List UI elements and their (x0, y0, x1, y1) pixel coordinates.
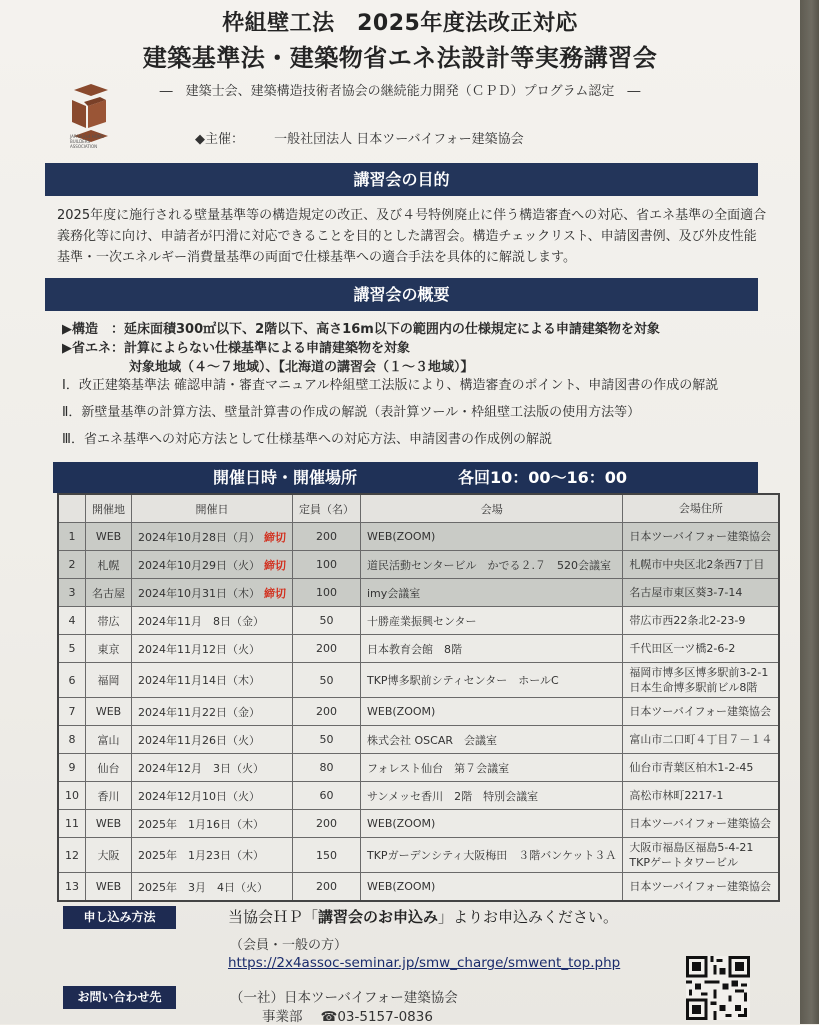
cell-address (623, 782, 780, 810)
schedule-row (58, 726, 779, 754)
cell-address (623, 551, 780, 579)
qr-code-icon[interactable] (686, 956, 750, 1020)
cell-capacity: 200 (293, 810, 361, 838)
cell-location: WEB (86, 698, 132, 726)
cell-address (623, 698, 780, 726)
cell-location: 札幌 (86, 551, 132, 579)
cell-no: 3 (58, 579, 86, 607)
cell-date (132, 663, 293, 698)
cell-venue: imy会議室 (361, 579, 623, 607)
cell-no: 6 (58, 663, 86, 698)
cell-capacity: 150 (293, 838, 361, 873)
col-header-address: 会場住所 (623, 494, 780, 523)
cell-date (132, 726, 293, 754)
cell-address (623, 579, 780, 607)
cell-date (132, 579, 293, 607)
cell-address (623, 607, 780, 635)
contact-label: お問い合わせ先 (63, 986, 176, 1009)
schedule-header-row (58, 494, 779, 523)
date-text: 2024年11月 8日（金） (138, 614, 264, 628)
cell-venue: WEB(ZOOM) (361, 873, 623, 902)
logo-text: JAPAN 2x4 HOME BUILDERS ASSOCIATION (70, 134, 104, 149)
cell-venue: 日本教育会館 8階 (361, 635, 623, 663)
cell-no: 11 (58, 810, 86, 838)
cell-capacity: 100 (293, 579, 361, 607)
cell-capacity: 50 (293, 607, 361, 635)
cell-location: 福岡 (86, 663, 132, 698)
contact-phone: ☎03-5157-0836 (320, 1009, 433, 1025)
schedule-row (58, 607, 779, 635)
cell-address (623, 873, 780, 902)
cell-address (623, 810, 780, 838)
application-url-link[interactable]: https://2x4assoc-seminar.jp/smw_charge/smwent_top.php (228, 955, 621, 971)
cell-address (623, 838, 780, 873)
overview-item: Ⅰ．改正建築基準法 確認申請・審査マニュアル枠組壁工法版により、構造審査のポイント、申請図書の作成の解説 (62, 378, 719, 393)
schedule-row (58, 579, 779, 607)
address-line: 富山市二口町４丁目７－１４ (629, 733, 773, 746)
cell-venue: WEB(ZOOM) (361, 698, 623, 726)
schedule-row (58, 782, 779, 810)
cpd-note: ― 建築士会、建築構造技術者協会の継続能力開発（ＣＰＤ）プログラム認定 ― (159, 84, 641, 99)
cell-venue: フォレスト仙台 第７会議室 (361, 754, 623, 782)
schedule-title: 開催日時・開催場所 (213, 468, 358, 487)
cell-location: 東京 (86, 635, 132, 663)
date-text: 2025年 1月16日（木） (138, 817, 264, 831)
cell-location: 仙台 (86, 754, 132, 782)
schedule-row (58, 698, 779, 726)
cell-date (132, 698, 293, 726)
title-line-2: 建築基準法・建築物省エネ法設計等実務講習会 (142, 44, 658, 72)
cell-location: WEB (86, 523, 132, 551)
application-text-pre: 当協会ＨＰ「 (228, 908, 319, 926)
date-text: 2024年11月12日（火） (138, 642, 260, 656)
overview-heading: 講習会の概要 (45, 278, 758, 311)
col-header-location: 開催地 (86, 494, 132, 523)
cell-location: 富山 (86, 726, 132, 754)
col-header-date: 開催日 (132, 494, 293, 523)
col-header-venue: 会場 (361, 494, 623, 523)
overview-scope (62, 320, 772, 377)
date-text: 2024年10月29日（火） (138, 558, 260, 572)
date-text: 2024年11月14日（木） (138, 674, 260, 687)
address-line: 福岡市博多区博多駅前3-2-1 (629, 666, 769, 679)
title-line-1: 枠組壁工法 2025年度法改正対応 (222, 11, 578, 36)
contact-dept: 事業部 (262, 1009, 303, 1025)
application-text-bold: 講習会のお申込み (318, 908, 439, 926)
application-method-label: 申し込み方法 (63, 906, 176, 929)
cell-capacity: 50 (293, 663, 361, 698)
address-line: 高松市林町2217-1 (629, 789, 724, 802)
schedule-row (58, 635, 779, 663)
cell-venue: サンメッセ香川 2階 特別会議室 (361, 782, 623, 810)
cell-date (132, 838, 293, 873)
cell-no: 12 (58, 838, 86, 873)
contact-dept-line (262, 1005, 433, 1025)
cell-venue: 十勝産業振興センター (361, 607, 623, 635)
cell-date (132, 607, 293, 635)
cell-capacity: 200 (293, 635, 361, 663)
cell-capacity: 200 (293, 873, 361, 902)
address-line: 仙台市青葉区柏木1-2-45 (629, 761, 754, 774)
contact-org: （一社）日本ツーバイフォー建築協会 (230, 990, 458, 1006)
cell-capacity: 200 (293, 523, 361, 551)
cell-capacity: 80 (293, 754, 361, 782)
cell-venue: WEB(ZOOM) (361, 810, 623, 838)
application-instruction (228, 906, 618, 927)
schedule-row (58, 810, 779, 838)
address-line: 名古屋市東区葵3-7-14 (629, 586, 743, 599)
cell-capacity: 200 (293, 698, 361, 726)
schedule-row (58, 838, 779, 873)
schedule-row (58, 754, 779, 782)
schedule-table (57, 493, 780, 902)
address-line: 日本生命博多駅前ビル8階 (629, 681, 758, 694)
overview-structure: ▶構造 ：延床面積300㎡以下、2階以下、高さ16m以下の範囲内の仕様規定による申請建築物を対象 (62, 322, 660, 337)
cell-address (623, 663, 780, 698)
cell-address (623, 754, 780, 782)
overview-item: Ⅲ．省エネ基準への対応方法として仕様基準への対応方法、申請図書の作成例の解説 (62, 432, 552, 447)
host-line (195, 128, 524, 147)
cell-venue: TKPガーデンシティ大阪梅田 ３階バンケット３Ａ (361, 838, 623, 873)
overview-energy-regions: 対象地域（４～７地域）、【北海道の講習会（１～３地域）】 (129, 360, 474, 375)
cell-no: 5 (58, 635, 86, 663)
cell-venue: WEB(ZOOM) (361, 523, 623, 551)
schedule-time: 各回10：00～16：00 (458, 468, 628, 487)
col-header-no (58, 494, 86, 523)
application-text-post: 」よりお申込みください。 (438, 908, 619, 926)
schedule-row (58, 523, 779, 551)
schedule-row (58, 873, 779, 902)
schedule-row (58, 551, 779, 579)
cell-no: 10 (58, 782, 86, 810)
address-line: 千代田区一ツ橋2-6-2 (629, 642, 736, 655)
cell-address (623, 523, 780, 551)
cell-address (623, 635, 780, 663)
cell-no: 7 (58, 698, 86, 726)
schedule-row (58, 663, 779, 698)
date-text: 2024年10月31日（木） (138, 586, 260, 600)
overview-item: Ⅱ．新壁量基準の計算方法、壁量計算書の作成の解説（表計算ツール・枠組壁工法版の使用方法等） (62, 405, 641, 420)
cell-location: WEB (86, 810, 132, 838)
address-line: TKPゲートタワービル (629, 856, 738, 869)
date-text: 2024年10月28日（月） (138, 530, 260, 544)
address-line: 大阪市福島区福島5-4-21 (629, 841, 754, 854)
cell-address (623, 726, 780, 754)
cell-date (132, 754, 293, 782)
col-header-capacity: 定員（名） (293, 494, 361, 523)
cell-location: 名古屋 (86, 579, 132, 607)
cell-location: 香川 (86, 782, 132, 810)
application-audience: （会員・一般の方） (230, 938, 348, 953)
address-line: 帯広市西22条北2-23-9 (629, 614, 746, 627)
cell-no: 8 (58, 726, 86, 754)
address-line: 札幌市中央区北2条西7丁目 (629, 558, 765, 571)
overview-energy: ▶省エネ：計算によらない仕様基準による申請建築物を対象 (62, 341, 410, 356)
background-edge (800, 0, 819, 1024)
deadline-badge: 締切 (264, 530, 286, 544)
schedule-heading (53, 462, 758, 493)
cell-venue: 株式会社 OSCAR 会議室 (361, 726, 623, 754)
address-line: 日本ツーバイフォー建築協会 (629, 880, 771, 893)
cell-no: 4 (58, 607, 86, 635)
cell-no: 13 (58, 873, 86, 902)
cell-date (132, 523, 293, 551)
address-line: 日本ツーバイフォー建築協会 (629, 705, 771, 718)
cell-capacity: 50 (293, 726, 361, 754)
cell-date (132, 551, 293, 579)
cell-venue: TKP博多駅前シティセンター ホールC (361, 663, 623, 698)
host-name: 一般社団法人 日本ツーバイフォー建築協会 (274, 132, 524, 147)
cell-date (132, 635, 293, 663)
deadline-badge: 締切 (264, 586, 286, 600)
cell-location: 帯広 (86, 607, 132, 635)
deadline-badge: 締切 (264, 558, 286, 572)
date-text: 2024年12月10日（火） (138, 789, 260, 803)
date-text: 2025年 1月23日（木） (138, 849, 264, 862)
date-text: 2024年11月26日（火） (138, 733, 260, 747)
cell-location: 大阪 (86, 838, 132, 873)
date-text: 2024年12月 3日（火） (138, 761, 264, 775)
date-text: 2024年11月22日（金） (138, 705, 260, 719)
cell-no: 2 (58, 551, 86, 579)
cell-date (132, 810, 293, 838)
cell-no: 9 (58, 754, 86, 782)
host-label: ◆主催： (195, 132, 244, 147)
date-text: 2025年 3月 4日（火） (138, 880, 268, 894)
cell-date (132, 782, 293, 810)
cell-date (132, 873, 293, 902)
purpose-body: 2025年度に施行される壁量基準等の構造規定の改正、及び４号特例廃止に伴う構造審査への対応、省エネ基準の全面適合義務化等に向け、申請者が円滑に対応できることを目的とした講習会。構造チェックリスト、申請図書例、及び外皮性能基準・一次エネルギー消費量基準の両面で仕様基準への適合手法を具体的に解説します。 (57, 208, 767, 265)
cell-capacity: 100 (293, 551, 361, 579)
purpose-heading: 講習会の目的 (45, 163, 758, 196)
overview-items (62, 372, 718, 453)
address-line: 日本ツーバイフォー建築協会 (629, 817, 771, 830)
cell-no: 1 (58, 523, 86, 551)
cell-venue: 道民活動センタービル かでる２.７ 520会議室 (361, 551, 623, 579)
cell-capacity: 60 (293, 782, 361, 810)
cell-location: WEB (86, 873, 132, 902)
address-line: 日本ツーバイフォー建築協会 (629, 530, 771, 543)
